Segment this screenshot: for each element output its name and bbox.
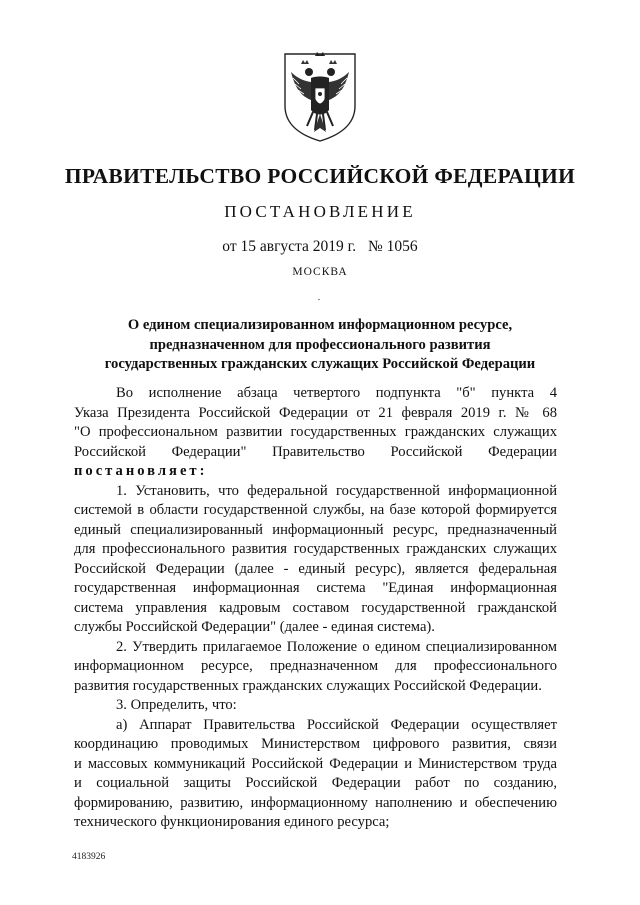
text-line: Российской Федерации (далее - единый ресурс), является федеральная — [74, 560, 557, 577]
coat-of-arms-emblem — [271, 48, 369, 144]
text-line: и социальной защиты Российской Федерации работ по созданию, — [74, 775, 557, 791]
text-line: 1. Установить, что федеральной государственной информационной — [116, 482, 557, 499]
text-line: координацию проводимых Министерством цифрового развития, связи — [74, 736, 557, 752]
government-name: ПРАВИТЕЛЬСТВО РОССИЙСКОЙ ФЕДЕРАЦИИ — [64, 164, 576, 188]
date-line — [0, 238, 640, 256]
text-line: 3. Определить, что: — [116, 697, 237, 713]
document-code: 4183926 — [72, 852, 106, 862]
item-3a-paragraph — [74, 716, 557, 833]
text-line: системой в области государственной службы, на базе которой формируется — [74, 502, 557, 518]
text-line: система управления кадровым составом государственной гражданской — [74, 599, 557, 616]
text-line: Во исполнение абзаца четвертого подпункта "б" пункта 4 — [116, 385, 557, 401]
document-type: ПОСТАНОВЛЕНИЕ — [224, 202, 416, 221]
separator-dot — [318, 299, 320, 300]
title-line: предназначенном для профессионального развития — [149, 336, 491, 353]
text-line: и массовых коммуникаций Российской Федерации и Министерством труда — [74, 755, 557, 772]
text-line: а) Аппарат Правительства Российской Федерации осуществляет — [116, 716, 557, 733]
title-line: государственных гражданских служащих Российской Федерации — [104, 356, 536, 372]
title-line: О едином специализированном информационном ресурсе, — [127, 317, 513, 333]
item-1-paragraph — [74, 482, 557, 638]
text-line: Указа Президента Российской Федерации от 21 февраля 2019 г. № 68 — [74, 404, 557, 421]
item-2-paragraph — [74, 638, 557, 697]
text-line: "О профессиональном развитии государственных гражданских служащих — [74, 424, 557, 440]
text-line: единый специализированный информационный ресурс, предназначенный — [74, 521, 557, 538]
decree-number: № 1056 — [368, 238, 418, 255]
text-line: технического функционирования единого ресурса; — [74, 814, 390, 830]
text-line: 2. Утвердить прилагаемое Положение о едином специализированном — [116, 638, 557, 655]
text-line: Российской Федерации" Правительство Российской Федерации — [74, 443, 557, 460]
text-line: формированию, развитию, информационному наполнению и обеспечению — [74, 794, 557, 811]
text-line: государственная информационная система "Единая информационная — [74, 580, 557, 596]
resolves-word: постановляет: — [74, 463, 208, 479]
text-line: службы Российской Федерации" (далее - единая система). — [74, 619, 435, 635]
decree-title — [80, 316, 560, 375]
text-line: информационном ресурсе, предназначенном для профессионального — [74, 658, 557, 674]
preamble-paragraph — [74, 384, 557, 482]
decree-date: от 15 августа 2019 г. — [222, 238, 357, 255]
text-line: развития государственных гражданских служащих Российской Федерации. — [74, 677, 542, 694]
city: МОСКВА — [292, 266, 348, 278]
item-3-paragraph — [74, 696, 557, 716]
text-line: для профессионального развития государственных гражданских служащих — [74, 541, 557, 557]
decree-body — [74, 384, 557, 833]
